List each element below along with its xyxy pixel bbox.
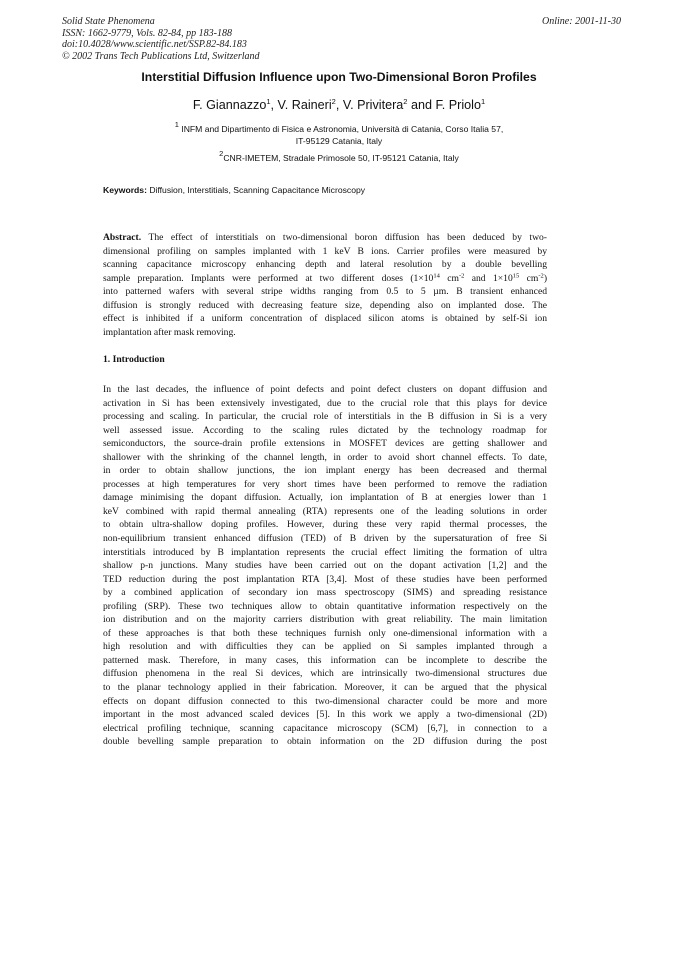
paragraph-line: shallower with the shrinking of the channel length, in order to avoid short channel effects. To date, — [103, 451, 547, 463]
paper-title: Interstitial Diffusion Influence upon Two-Dimensional Boron Profiles — [141, 70, 537, 84]
affiliation-marker: 1 — [480, 97, 486, 106]
affiliation-2 — [0, 149, 678, 165]
paragraph-line: patterned mask. Therefore, in many cases, this information can be incomplete to describe the — [103, 654, 547, 666]
paragraph-line: double bevelling sample preparation to obtain information on the 2D diffusion during the post — [103, 736, 547, 748]
paragraph-line: well assessed issue. According to the scaling rules dictated by the technology roadmap for — [103, 424, 547, 436]
abstract-line: scanning capacitance microscopy enhancing depth and lateral resolution by a double bevelling — [103, 259, 547, 271]
paragraph-line: in order to obtain shallow junctions, the ion implant energy has been decreased and thermal — [103, 465, 547, 477]
paragraph-line: semiconductors, the source-drain profile extensions in MOSFET devices are getting shallower and — [103, 438, 547, 450]
paragraph-line: interstitials introduced by B implantation represents the crucial effect limiting the formation of ultra — [103, 546, 547, 558]
paragraph-line: damage minimising the dopant diffusion. Actually, ion implantation of B at energies lower than 1 — [103, 492, 547, 504]
abstract-line: implantation after mask removing. — [103, 326, 236, 338]
abstract-line: effect is inhibited if a uniform concentration of displaced silicon atoms is obtained by self-Si ion — [103, 313, 547, 325]
author-separator: and — [407, 98, 436, 112]
paragraph-line: effects on dopant diffusion connected to this two-dimensional character could be more and more — [103, 695, 547, 707]
doi-line: doi:10.4028/www.scientific.net/SSP.82-84.183 — [62, 39, 247, 50]
paragraph-line: TED reduction during the post implantation RTA [3,4]. Most of these studies have been performed — [103, 573, 547, 585]
paragraph-line: processing and scaling. In particular, the crucial role of interstitials in the B diffusion in Si is a very — [103, 411, 547, 423]
author-name: F. Giannazzo — [192, 98, 267, 112]
online-date: Online: 2001-11-30 — [542, 16, 621, 27]
section-heading: 1. Introduction — [103, 354, 165, 365]
paragraph-line: non-equilibrium transient enhanced diffusion (TED) of B driven by the supersaturation of free Si — [103, 533, 547, 545]
paragraph-line: important in the most advanced scaled devices [5]. In this work we apply a two-dimensional (2D) — [103, 709, 547, 721]
abstract — [103, 231, 547, 339]
copyright-line: © 2002 Trans Tech Publications Ltd, Switzerland — [62, 50, 260, 62]
paragraph-line: diffusion phenomena in the real Si devices, which are intrinsically two-dimensional structures due — [103, 668, 547, 680]
paragraph-line: of these approaches is that both these techniques furnish only one-dimensional information with a — [103, 627, 547, 639]
introduction-body — [103, 383, 547, 749]
affiliation-text: CNR-IMETEM, Stradale Primosole 50, IT-95121 Catania, Italy — [223, 153, 459, 163]
affiliation-1 — [0, 120, 678, 147]
paragraph-line: shallow p-n junctions. Many studies have been carried out on the dopant activation [1,2] and the — [103, 560, 547, 572]
keywords — [103, 185, 365, 195]
paragraph-line: to obtain ultra-shallow doping profiles. However, during these very rapid thermal processes, the — [103, 519, 547, 531]
paragraph-line: high resolution and with difficulties they can be applied on Si samples implanted through a — [103, 641, 547, 653]
abstract-line: diffusion is strongly reduced with decreasing feature size, depending also on implanted dose. The — [103, 299, 547, 311]
paragraph-line: profiling (SRP). These two techniques allow to obtain quantitative information respectively on the — [103, 600, 547, 612]
author-name: F. Priolo — [435, 98, 481, 112]
paragraph-line: ion distribution and on the majority carriers distribution with great reliability. The main limitation — [103, 614, 547, 626]
author-name: V. Raineri — [277, 98, 332, 112]
abstract-line: into patterned wafers with several stripe widths ranging from 0.5 to 5 µm. B transient enhanced — [103, 286, 547, 298]
paragraph-line: electrical profiling technique, scanning capacitance microscopy (SCM) [6,7], in connection to a — [103, 722, 547, 734]
journal-name: Solid State Phenomena — [62, 16, 155, 27]
author-separator: , — [335, 98, 343, 112]
issn-line: ISSN: 1662-9779, Vols. 82-84, pp 183-188 — [62, 27, 232, 39]
paragraph-line: processes at high temperatures for very short times have been performed to remove the radiation — [103, 478, 547, 490]
author-list — [0, 98, 678, 112]
affiliation-marker: 2 — [403, 97, 408, 106]
abstract-line: sample preparation. Implants were performed at two different doses ($1\times 10^{14}$ $cm^{-2}$ and $1\times 10^{15}$ $cm^{-2}$) — [103, 272, 547, 284]
paragraph-line: In the last decades, the influence of point defects and point defect clusters on dopant diffusion and — [103, 384, 547, 395]
abstract-label: Abstract. — [103, 232, 142, 243]
journal-meta — [62, 16, 260, 62]
paragraph-line: activation in Si has been extensively investigated, due to the crucial role that this plays for device — [103, 397, 547, 409]
affiliation-marker: 2 — [219, 149, 224, 158]
paragraph-line: to the planar technology applied in their fabrication. Moreover, it can be argued that the physical — [103, 682, 547, 694]
paragraph-line: by a combined application of secondary ion mass spectroscopy (SIMS) and spreading resistance — [103, 587, 547, 599]
abstract-line: Abstract. The effect of interstitials on two-dimensional boron diffusion has been deduced by two- — [103, 232, 547, 243]
author-separator: , — [270, 98, 278, 112]
keywords-text: Diffusion, Interstitials, Scanning Capacitance Microscopy — [146, 185, 366, 195]
keywords-label: Keywords: — [103, 185, 147, 195]
affiliation-text: IT-95129 Catania, Italy — [295, 135, 383, 146]
affiliation-marker: 1 — [266, 97, 271, 106]
affiliation-marker: 2 — [331, 97, 336, 106]
affiliation-marker: 1 — [174, 120, 179, 129]
affiliation-text: INFM and Dipartimento di Fisica e Astronomia, Università di Catania, Corso Italia 57, — [181, 124, 504, 134]
paragraph-line: keV combined with rapid thermal annealing (RTA) represents one of the leading solutions in order — [103, 505, 547, 517]
author-name: V. Privitera — [342, 98, 404, 112]
abstract-line: dimensional profiling on samples implanted with 1 keV B ions. Carrier profiles were measured by — [103, 245, 547, 257]
